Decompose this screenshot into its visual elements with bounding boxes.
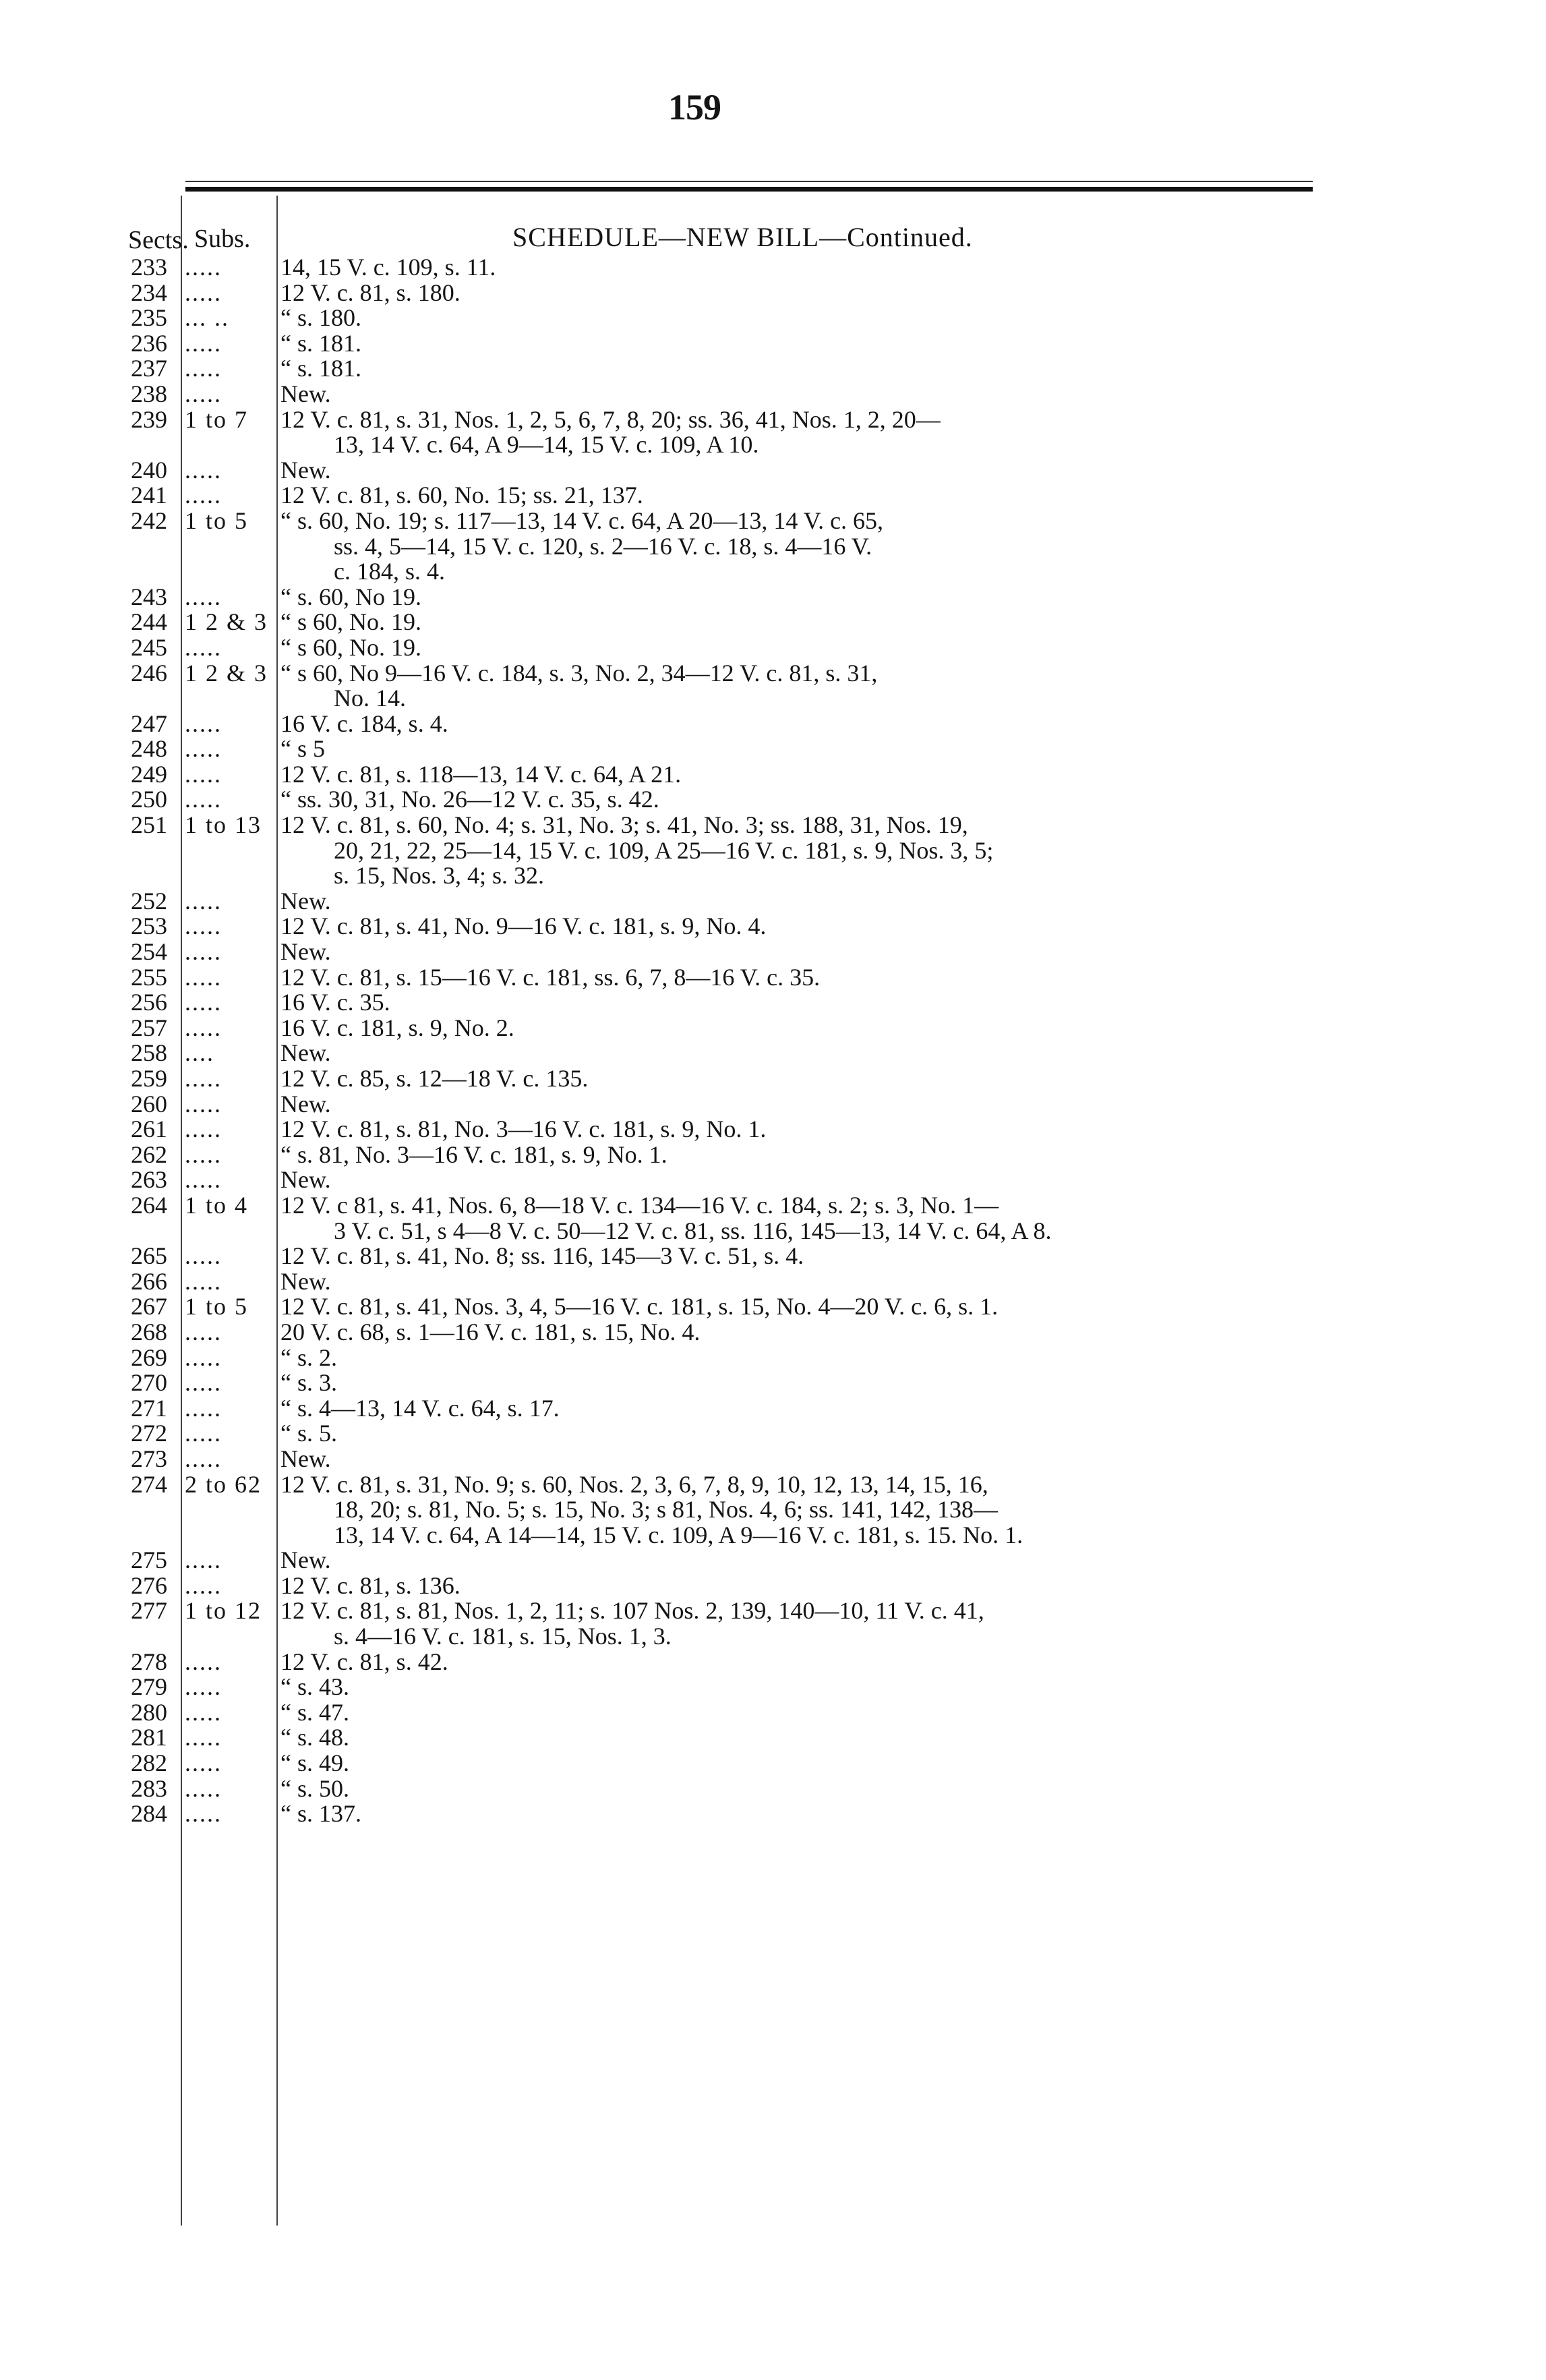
statute-reference: 16 V. c. 184, s. 4. — [280, 709, 448, 737]
subsection-range: 1 to 5 — [185, 506, 249, 534]
section-number: 254 — [131, 938, 167, 966]
section-number: 239 — [131, 405, 167, 433]
table-row — [0, 255, 1546, 281]
section-number: 279 — [131, 1673, 167, 1701]
statute-reference: “ s 60, No. 19. — [280, 608, 421, 636]
statute-reference: “ s. 43. — [280, 1673, 349, 1701]
section-number: 237 — [131, 355, 167, 382]
statute-reference: New. — [280, 380, 331, 407]
table-row — [0, 1193, 1546, 1219]
subsection-range: ... .. — [185, 304, 229, 332]
section-number: 255 — [131, 963, 167, 991]
subsection-range: 1 2 & 3 — [185, 659, 268, 687]
table-row — [0, 990, 1546, 1016]
table-row — [0, 1598, 1546, 1624]
table-row — [0, 1142, 1546, 1168]
table-row-continuation — [0, 863, 1546, 889]
statute-reference: “ s. 181. — [280, 329, 361, 357]
subsection-range: ..... — [185, 1420, 222, 1447]
table-row — [0, 1421, 1546, 1447]
table-row — [0, 356, 1546, 382]
section-number: 262 — [131, 1140, 167, 1168]
table-row — [0, 1725, 1546, 1751]
subsection-range: ..... — [185, 1673, 222, 1701]
statute-reference: 12 V. c. 81, s. 41, No. 8; ss. 116, 145—3 V. c. 51, s. 4. — [280, 1242, 804, 1270]
statute-reference: 12 V. c. 81, s. 15—16 V. c. 181, ss. 6, 7, 8—16 V. c. 35. — [280, 963, 821, 991]
section-number: 281 — [131, 1724, 167, 1751]
section-number: 264 — [131, 1191, 167, 1219]
section-number: 260 — [131, 1090, 167, 1118]
subsection-range: ..... — [185, 989, 222, 1016]
subsection-range: 2 to 62 — [185, 1470, 262, 1498]
subsection-range: ..... — [185, 1648, 222, 1675]
table-row — [0, 1041, 1546, 1066]
table-row-continuation — [0, 1497, 1546, 1523]
table-row — [0, 1016, 1546, 1041]
table-row — [0, 331, 1546, 357]
statute-reference: New. — [280, 938, 331, 966]
section-number: 240 — [131, 456, 167, 484]
statute-reference: 12 V. c. 81, s. 136. — [280, 1571, 460, 1599]
subsection-range: ..... — [185, 1774, 222, 1802]
table-row — [0, 1472, 1546, 1498]
statute-reference: 12 V. c. 81, s. 31, No. 9; s. 60, Nos. 2, 3, 6, 7, 8, 9, 10, 12, 13, 14, 15, 16, — [280, 1470, 988, 1498]
schedule-title: SCHEDULE—NEW BILL—Continued. — [512, 222, 973, 252]
section-number: 238 — [131, 380, 167, 407]
table-row-continuation — [0, 534, 1546, 560]
table-row-continuation — [0, 686, 1546, 712]
section-number: 233 — [131, 254, 167, 281]
subsection-range: 1 to 13 — [185, 811, 262, 839]
section-number: 252 — [131, 887, 167, 915]
statute-reference: New. — [280, 456, 331, 484]
subs-column-header: Subs. — [194, 225, 251, 253]
header-thin-rule — [185, 181, 1313, 182]
section-number: 244 — [131, 608, 167, 636]
table-row — [0, 939, 1546, 965]
statute-reference: “ s. 49. — [280, 1749, 349, 1777]
subsection-range: ..... — [185, 456, 222, 484]
statute-reference: s. 15, Nos. 3, 4; s. 32. — [334, 862, 545, 890]
subsection-range: ..... — [185, 633, 222, 661]
subsection-range: ..... — [185, 583, 222, 610]
statute-reference: 12 V. c. 81, s. 180. — [280, 279, 460, 306]
statute-reference: 20, 21, 22, 25—14, 15 V. c. 109, A 25—16 V. c. 181, s. 9, Nos. 3, 5; — [334, 836, 994, 864]
subsection-range: ..... — [185, 1242, 222, 1270]
table-row — [0, 1370, 1546, 1396]
statute-reference: 13, 14 V. c. 64, A 9—14, 15 V. c. 109, A 10. — [334, 431, 759, 459]
subsection-range: ..... — [185, 1394, 222, 1422]
table-row-continuation — [0, 1523, 1546, 1548]
subsection-range: ..... — [185, 912, 222, 940]
table-row — [0, 1244, 1546, 1269]
section-number: 271 — [131, 1394, 167, 1422]
table-row — [0, 506, 1546, 534]
section-number: 245 — [131, 633, 167, 661]
subsection-range: ..... — [185, 1546, 222, 1574]
section-number: 247 — [131, 709, 167, 737]
statute-reference: “ s. 2. — [280, 1343, 337, 1371]
statute-reference: 20 V. c. 68, s. 1—16 V. c. 181, s. 15, No. 4. — [280, 1318, 701, 1345]
section-number: 269 — [131, 1343, 167, 1371]
table-row-continuation — [0, 1624, 1546, 1650]
section-number: 273 — [131, 1445, 167, 1472]
statute-reference: 12 V. c. 81, s. 81, Nos. 1, 2, 11; s. 107 Nos. 2, 139, 140—10, 11 V. c. 41, — [280, 1597, 984, 1625]
section-number: 248 — [131, 735, 167, 763]
section-number: 263 — [131, 1166, 167, 1194]
subsection-range: ..... — [185, 735, 222, 763]
subsection-range: 1 to 7 — [185, 405, 249, 433]
table-row — [0, 889, 1546, 915]
table-row — [0, 483, 1546, 509]
subsection-range: 1 to 4 — [185, 1191, 249, 1219]
statute-reference: New. — [280, 1166, 331, 1194]
subsection-range: ..... — [185, 1090, 222, 1118]
statute-reference: New. — [280, 1090, 331, 1118]
section-number: 253 — [131, 912, 167, 940]
statute-reference: New. — [280, 1546, 331, 1574]
table-row-continuation — [0, 432, 1546, 458]
statute-reference: 12 V. c. 81, s. 42. — [280, 1648, 448, 1675]
subsection-range: ..... — [185, 355, 222, 382]
section-number: 280 — [131, 1698, 167, 1726]
statute-reference: 12 V. c. 81, s. 81, No. 3—16 V. c. 181, s. 9, No. 1. — [280, 1115, 767, 1143]
statute-reference: “ s. 50. — [280, 1774, 349, 1802]
table-row — [0, 709, 1546, 737]
section-number: 243 — [131, 583, 167, 610]
statute-reference: “ s. 81, No. 3—16 V. c. 181, s. 9, No. 1. — [280, 1140, 667, 1168]
table-row — [0, 281, 1546, 306]
statute-reference: 3 V. c. 51, s 4—8 V. c. 50—12 V. c. 81, ss. 116, 145—13, 14 V. c. 64, A 8. — [334, 1217, 1052, 1244]
statute-reference: 12 V. c. 81, s. 41, Nos. 3, 4, 5—16 V. c. 181, s. 15, No. 4—20 V. c. 6, s. 1. — [280, 1293, 999, 1320]
subsection-range: ..... — [185, 329, 222, 357]
subsection-range: ..... — [185, 1343, 222, 1371]
subsection-range: ..... — [185, 1065, 222, 1092]
table-row — [0, 1320, 1546, 1345]
subsection-range: ..... — [185, 1445, 222, 1472]
section-number: 284 — [131, 1800, 167, 1828]
table-row — [0, 1700, 1546, 1726]
section-number: 258 — [131, 1039, 167, 1067]
table-row — [0, 585, 1546, 610]
statute-reference: “ ss. 30, 31, No. 26—12 V. c. 35, s. 42. — [280, 786, 659, 813]
section-number: 256 — [131, 989, 167, 1016]
section-number: 268 — [131, 1318, 167, 1345]
table-row — [0, 1776, 1546, 1802]
table-row — [0, 914, 1546, 939]
statute-reference: 18, 20; s. 81, No. 5; s. 15, No. 3; s 81, Nos. 4, 6; ss. 141, 142, 138— — [334, 1496, 999, 1523]
table-row — [0, 813, 1546, 838]
section-number: 242 — [131, 506, 167, 534]
subsection-range: ..... — [185, 1800, 222, 1828]
subsection-range: 1 to 12 — [185, 1597, 262, 1625]
statute-reference: 12 V. c 81, s. 41, Nos. 6, 8—18 V. c. 134—16 V. c. 184, s. 2; s. 3, No. 1— — [280, 1191, 999, 1219]
subsection-range: ..... — [185, 1166, 222, 1194]
subsection-range: ..... — [185, 380, 222, 407]
table-row — [0, 661, 1546, 687]
sects-column-header: Sects. — [128, 226, 189, 254]
subsection-range: ..... — [185, 1571, 222, 1599]
statute-reference: 16 V. c. 35. — [280, 989, 390, 1016]
subsection-range: ..... — [185, 938, 222, 966]
subsection-range: ..... — [185, 1749, 222, 1777]
subsection-range: .... — [185, 1039, 214, 1067]
statute-reference: “ s. 48. — [280, 1724, 349, 1751]
statute-reference: 13, 14 V. c. 64, A 14—14, 15 V. c. 109, A 9—16 V. c. 181, s. 15. No. 1. — [334, 1521, 1023, 1548]
section-number: 283 — [131, 1774, 167, 1802]
section-number: 261 — [131, 1115, 167, 1143]
statute-reference: ss. 4, 5—14, 15 V. c. 120, s. 2—16 V. c. 18, s. 4—16 V. — [334, 532, 872, 560]
statute-reference: “ s. 47. — [280, 1698, 349, 1726]
statute-reference: “ s. 137. — [280, 1800, 361, 1828]
table-row — [0, 1396, 1546, 1422]
table-row — [0, 736, 1546, 762]
statute-reference: “ s 60, No. 19. — [280, 633, 421, 661]
statute-reference: New. — [280, 1039, 331, 1067]
subsection-range: ..... — [185, 482, 222, 509]
section-number: 277 — [131, 1597, 167, 1625]
section-number: 249 — [131, 760, 167, 788]
statute-reference: New. — [280, 887, 331, 915]
table-row — [0, 787, 1546, 813]
table-row — [0, 1117, 1546, 1142]
subsection-range: 1 2 & 3 — [185, 608, 268, 636]
subsection-range: ..... — [185, 963, 222, 991]
statute-reference: “ s. 3. — [280, 1369, 337, 1397]
section-number: 257 — [131, 1014, 167, 1041]
statute-reference: 12 V. c. 85, s. 12—18 V. c. 135. — [280, 1065, 589, 1092]
subsection-range: ..... — [185, 709, 222, 737]
section-number: 275 — [131, 1546, 167, 1574]
section-number: 236 — [131, 329, 167, 357]
statute-reference: “ s 5 — [280, 735, 325, 763]
statute-reference: 12 V. c. 81, s. 60, No. 15; ss. 21, 137. — [280, 482, 643, 509]
table-row-continuation — [0, 838, 1546, 864]
section-number: 272 — [131, 1420, 167, 1447]
statute-reference: “ s. 181. — [280, 355, 361, 382]
table-row — [0, 1548, 1546, 1573]
section-number: 250 — [131, 786, 167, 813]
subsection-range: ..... — [185, 887, 222, 915]
section-number: 266 — [131, 1267, 167, 1295]
table-row-continuation — [0, 559, 1546, 585]
table-row — [0, 1066, 1546, 1092]
statute-reference: “ s. 4—13, 14 V. c. 64, s. 17. — [280, 1394, 560, 1422]
table-row — [0, 1751, 1546, 1776]
section-number: 270 — [131, 1369, 167, 1397]
section-number: 278 — [131, 1648, 167, 1675]
section-number: 265 — [131, 1242, 167, 1270]
header-rule — [185, 187, 1313, 192]
table-row — [0, 610, 1546, 635]
section-number: 259 — [131, 1065, 167, 1092]
section-number: 282 — [131, 1749, 167, 1777]
table-row — [0, 1092, 1546, 1118]
section-number: 267 — [131, 1293, 167, 1320]
table-row — [0, 1650, 1546, 1675]
table-row — [0, 1801, 1546, 1827]
table-row — [0, 1345, 1546, 1371]
subsection-range: ..... — [185, 1115, 222, 1143]
section-number: 274 — [131, 1470, 167, 1498]
statute-reference: “ s. 5. — [280, 1420, 337, 1447]
subsection-range: ..... — [185, 1140, 222, 1168]
table-row — [0, 1294, 1546, 1320]
subsection-range: ..... — [185, 1724, 222, 1751]
subsection-range: ..... — [185, 1014, 222, 1041]
statute-reference: “ s. 180. — [280, 304, 361, 332]
table-row — [0, 1167, 1546, 1193]
section-number: 246 — [131, 659, 167, 687]
subsection-range: ..... — [185, 279, 222, 306]
statute-reference: 12 V. c. 81, s. 118—13, 14 V. c. 64, A 21. — [280, 760, 682, 788]
statute-reference: 12 V. c. 81, s. 41, No. 9—16 V. c. 181, s. 9, No. 4. — [280, 912, 767, 940]
statute-reference: 12 V. c. 81, s. 31, Nos. 1, 2, 5, 6, 7, 8, 20; ss. 36, 41, Nos. 1, 2, 20— — [280, 405, 941, 433]
page-number: 159 — [668, 87, 721, 127]
section-number: 241 — [131, 482, 167, 509]
subsection-range: ..... — [185, 1267, 222, 1295]
section-number: 235 — [131, 304, 167, 332]
statute-reference: “ s 60, No 9—16 V. c. 184, s. 3, No. 2, 34—12 V. c. 81, s. 31, — [280, 659, 878, 687]
subsection-range: ..... — [185, 1318, 222, 1345]
subsection-range: ..... — [185, 1369, 222, 1397]
statute-reference: s. 4—16 V. c. 181, s. 15, Nos. 1, 3. — [334, 1623, 672, 1650]
subsection-range: ..... — [185, 760, 222, 788]
statute-reference: No. 14. — [334, 685, 406, 712]
table-row — [0, 1573, 1546, 1599]
section-number: 251 — [131, 811, 167, 839]
table-row — [0, 1269, 1546, 1295]
table-row-continuation — [0, 1219, 1546, 1244]
table-row — [0, 762, 1546, 788]
table-row — [0, 1675, 1546, 1700]
schedule-table — [0, 255, 1546, 1827]
statute-reference: “ s. 60, No 19. — [280, 583, 421, 610]
table-row — [0, 965, 1546, 991]
statute-reference: New. — [280, 1445, 331, 1472]
table-row — [0, 306, 1546, 331]
statute-reference: 14, 15 V. c. 109, s. 11. — [280, 254, 496, 281]
statute-reference: 12 V. c. 81, s. 60, No. 4; s. 31, No. 3; s. 41, No. 3; ss. 188, 31, Nos. 19, — [280, 811, 968, 839]
statute-reference: “ s. 60, No. 19; s. 117—13, 14 V. c. 64, A 20—13, 14 V. c. 65, — [280, 506, 884, 534]
table-row — [0, 382, 1546, 407]
table-row — [0, 458, 1546, 484]
statute-reference: c. 184, s. 4. — [334, 558, 445, 585]
table-header — [0, 221, 1546, 256]
table-row — [0, 407, 1546, 433]
subsection-range: ..... — [185, 1698, 222, 1726]
subsection-range: 1 to 5 — [185, 1293, 249, 1320]
statute-reference: 16 V. c. 181, s. 9, No. 2. — [280, 1014, 514, 1041]
subsection-range: ..... — [185, 786, 222, 813]
section-number: 276 — [131, 1571, 167, 1599]
subsection-range: ..... — [185, 254, 222, 281]
section-number: 234 — [131, 279, 167, 306]
statute-reference: New. — [280, 1267, 331, 1295]
table-row — [0, 635, 1546, 661]
table-row — [0, 1447, 1546, 1472]
